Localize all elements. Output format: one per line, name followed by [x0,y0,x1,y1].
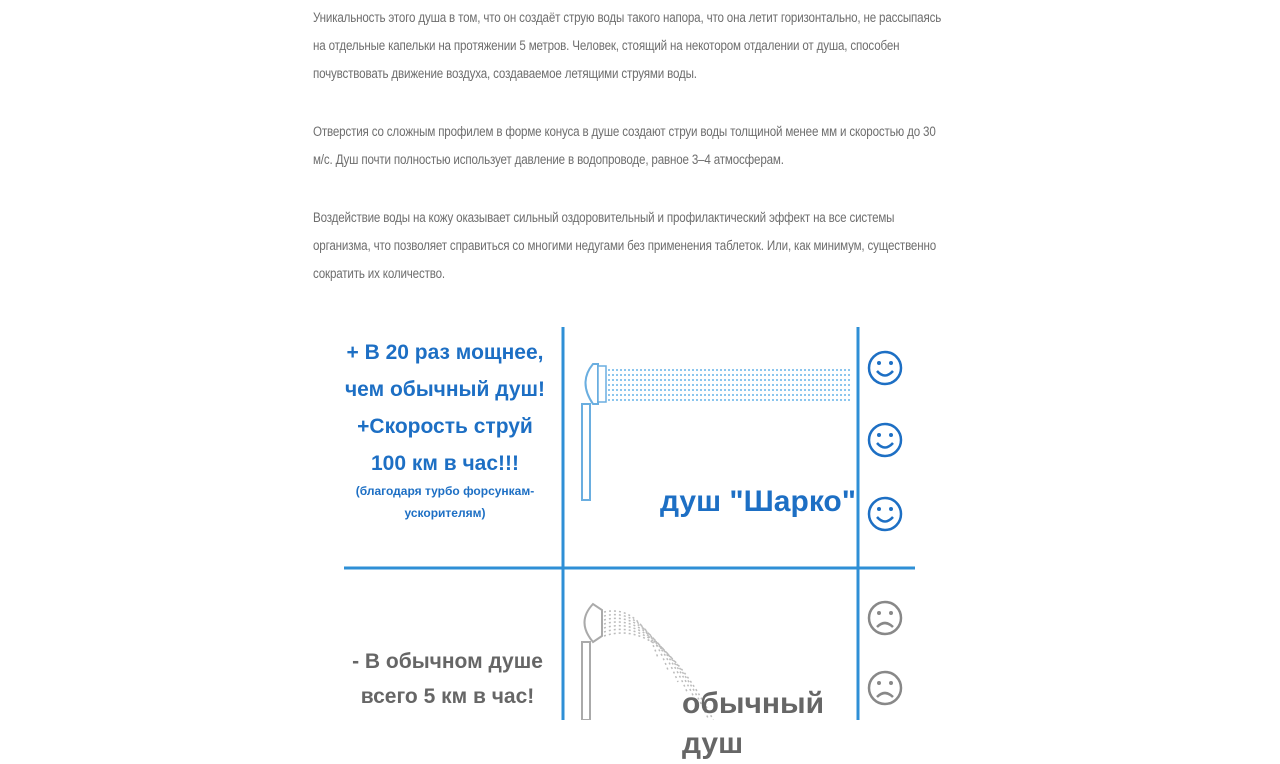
charcot-note [340,480,550,524]
regular-shower-icon [582,604,602,720]
smiley-sad-icon [869,602,901,634]
paragraph-nozzles: Отверстия со сложным профилем в форме конуса в душе создают струи воды толщиной менее мм и скоростью до 30 м/с. Душ почти полностью использует давление в водопроводе, равное 3–4 атмосферам. [313,124,936,167]
charcot-water-jets [608,370,852,400]
paragraph-uniqueness: Уникальность этого душа в том, что он создаёт струю воды такого напора, что она летит горизонтально, не рассыпаясь на отдельные капельки на протяжении 5 метров. Человек, стоящий на некотором отдалении от душа, способен почувствовать движение воздуха, создаваемое летящими струями воды. [313,10,942,81]
charcot-shower-icon [582,364,606,500]
benefit-line: +Скорость струй [357,415,533,438]
charcot-benefits [340,334,550,482]
benefit-line: + В 20 раз мощнее, [346,341,544,364]
smiley-happy-icon [869,424,901,456]
smiley-happy-icon [869,498,901,530]
regular-label: обычный душ [682,687,825,760]
note-line: (благодаря турбо форсункам- [355,484,535,498]
charcot-label: душ "Шарко" [660,485,856,518]
regular-drawbacks [340,644,555,714]
drawback-line: - В обычном душе [352,650,543,673]
paragraph-health-effect: Воздействие воды на кожу оказывает сильный оздоровительный и профилактический эффект на все системы организма, что позволяет справиться со многими недугами без применения таблеток. Или, как минимум, существенно сократить их количество. [313,210,936,281]
comparison-infographic [340,322,920,760]
benefit-line: 100 км в час!!! [370,452,520,475]
smiley-happy-icon [869,352,901,384]
note-line: ускорителям) [404,506,486,520]
charcot-rating-smileys [869,352,901,530]
benefit-line: чем обычный душ! [344,378,545,401]
article-text [313,4,953,318]
drawback-line: всего 5 км в час! [360,685,535,708]
